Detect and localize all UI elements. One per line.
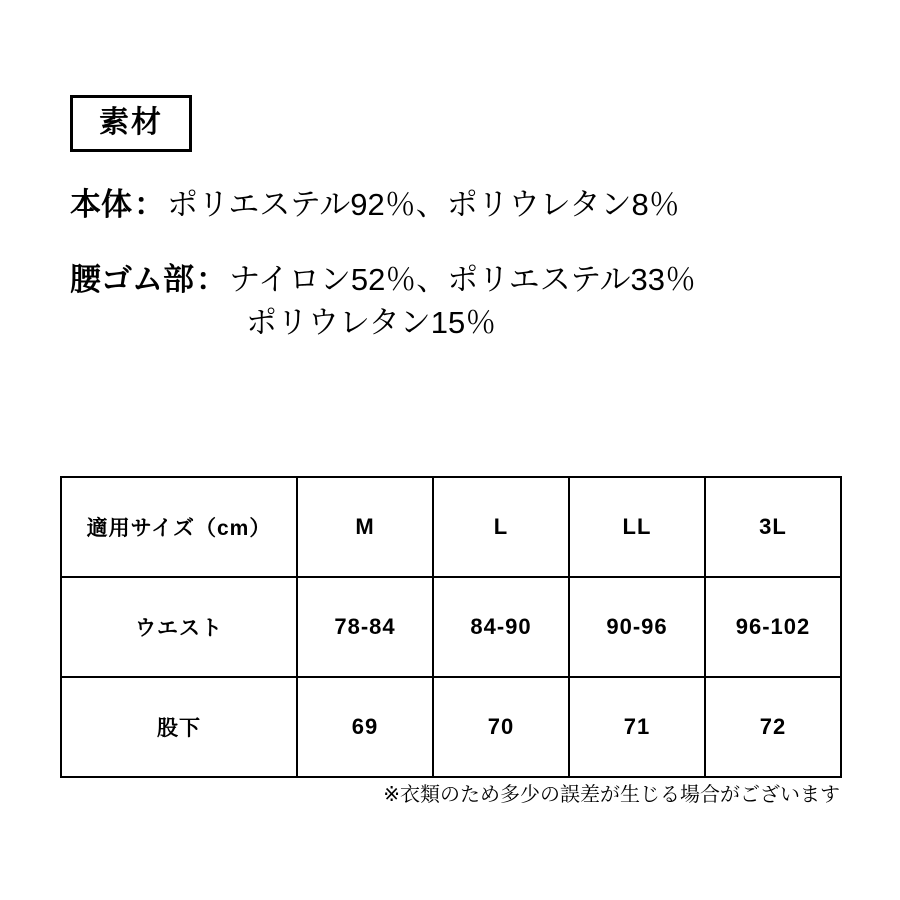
size-table-row-0-value-0: 78-84 (297, 577, 433, 677)
size-table-row-0-value-1: 84-90 (433, 577, 569, 677)
size-table-header-0: 適用サイズ（cm） (61, 477, 297, 577)
material-heading: 素材 (70, 95, 192, 152)
size-table (60, 476, 842, 778)
material-row-body-separator: ： (134, 187, 165, 222)
material-row-waist-elastic-separator: ： (196, 261, 227, 297)
material-section (70, 95, 850, 342)
size-table-row-1-value-2: 71 (569, 677, 705, 777)
material-row-waist-elastic-value: ナイロン52％、ポリエステル33％ (229, 261, 697, 297)
size-table-row-1-value-0: 69 (297, 677, 433, 777)
size-table-header-4: 3L (705, 477, 841, 577)
size-table-row-0-value-3: 96-102 (705, 577, 841, 677)
table-row (61, 677, 841, 777)
size-table-row-1-value-1: 70 (433, 677, 569, 777)
size-table-row-0-value-2: 90-96 (569, 577, 705, 677)
size-table-row-1-label: 股下 (61, 677, 297, 777)
material-row-waist-elastic (70, 261, 850, 300)
size-table-row-1-value-3: 72 (705, 677, 841, 777)
material-row-waist-elastic-label: 腰ゴム部 (70, 261, 194, 297)
table-row-header (61, 477, 841, 577)
size-table-header-2: L (433, 477, 569, 577)
material-row-body-value: ポリエステル92％、ポリウレタン8％ (167, 187, 680, 222)
size-table-container (60, 476, 840, 778)
material-row-waist-elastic-continuation: ポリウレタン15％ (246, 304, 497, 340)
size-table-note: ※衣類のため多少の誤差が生じる場合がございます (383, 784, 840, 806)
size-table-header-1: M (297, 477, 433, 577)
size-table-header-3: LL (569, 477, 705, 577)
material-row-body (70, 186, 850, 225)
material-row-body-label: 本体 (70, 187, 132, 222)
table-row (61, 577, 841, 677)
size-table-row-0-label: ウエスト (61, 577, 297, 677)
